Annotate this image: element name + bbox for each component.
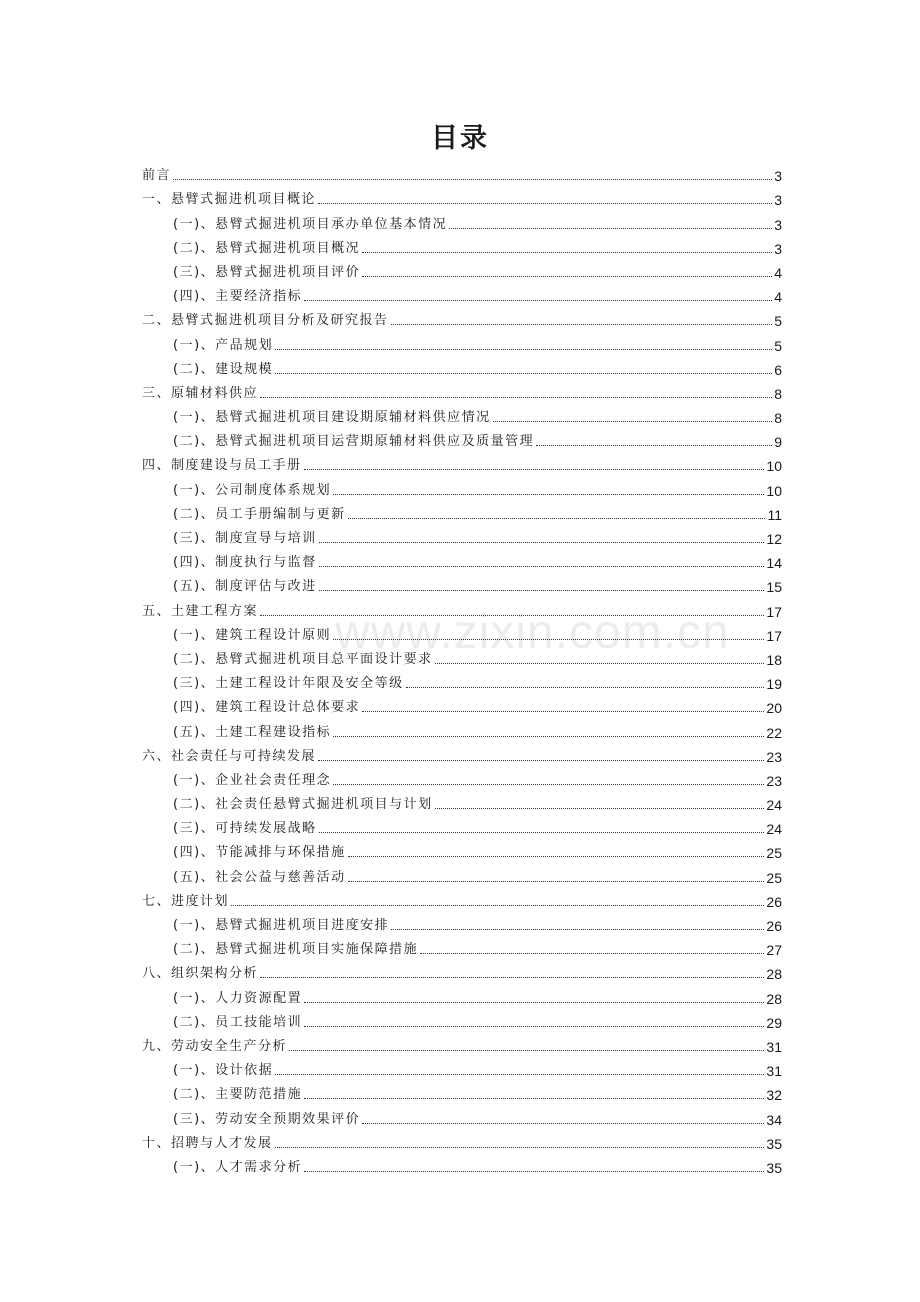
toc-leader-dots <box>260 614 764 616</box>
toc-entry[interactable] <box>142 329 782 353</box>
toc-entry-page: 6 <box>774 361 782 378</box>
toc-leader-dots <box>173 178 772 180</box>
toc-entry-page: 12 <box>766 531 782 547</box>
toc-entry-page: 5 <box>774 337 782 354</box>
toc-entry-page: 17 <box>766 603 782 620</box>
toc-entry-label: (五)、社会公益与慈善活动 <box>173 869 346 885</box>
toc-entry-page: 18 <box>766 651 782 668</box>
toc-entry-page: 10 <box>766 482 782 499</box>
toc-leader-dots <box>333 638 764 640</box>
watermark: www.zixin.com.cn <box>335 606 730 659</box>
toc-entry-label: (二)、主要防范措施 <box>173 1087 303 1103</box>
toc-entry[interactable] <box>142 450 782 474</box>
toc-entry-page: 35 <box>766 1159 782 1176</box>
toc-entry-label: (二)、员工手册编制与更新 <box>173 506 346 522</box>
toc-entry-label: (一)、悬臂式掘进机项目承办单位基本情况 <box>173 216 448 232</box>
toc-entry[interactable] <box>142 886 782 910</box>
toc-leader-dots <box>362 710 764 712</box>
toc-entry-label: 七、进度计划 <box>142 893 230 909</box>
toc-entry[interactable] <box>142 837 782 861</box>
toc-leader-dots <box>333 735 764 737</box>
toc-leader-dots <box>304 1001 764 1003</box>
toc-entry[interactable] <box>142 934 782 958</box>
toc-leader-dots <box>348 517 766 519</box>
toc-entry[interactable] <box>142 208 782 232</box>
toc-entry-label: (一)、公司制度体系规划 <box>173 482 332 498</box>
toc-entry[interactable] <box>142 1128 782 1152</box>
toc-entry-label: (二)、社会责任悬臂式掘进机项目与计划 <box>173 797 433 813</box>
toc-entry[interactable] <box>142 402 782 426</box>
toc-entry-page: 3 <box>774 192 782 209</box>
toc-entry-page: 29 <box>766 1014 782 1031</box>
toc-entry-label: (一)、悬臂式掘进机项目建设期原辅材料供应情况 <box>173 410 491 426</box>
toc-leader-dots <box>304 1097 764 1099</box>
toc-entry-label: (五)、制度评估与改进 <box>173 579 317 595</box>
toc-entry-page: 9 <box>774 434 782 451</box>
toc-entry-label: (五)、土建工程建设指标 <box>173 724 332 740</box>
toc-entry-label: (三)、制度宣导与培训 <box>173 531 317 546</box>
toc-entry-label: 一、悬臂式掘进机项目概论 <box>142 192 317 208</box>
toc-entry[interactable] <box>142 499 782 523</box>
toc-entry[interactable] <box>142 184 782 208</box>
toc-entry-label: (二)、员工技能培训 <box>173 1014 303 1030</box>
toc-entry-label: (二)、悬臂式掘进机项目实施保障措施 <box>173 942 419 958</box>
toc-entry-label: (一)、悬臂式掘进机项目进度安排 <box>173 918 390 933</box>
toc-entry[interactable] <box>142 281 782 305</box>
toc-entry-page: 17 <box>766 627 782 644</box>
toc-entry-label: 三、原辅材料供应 <box>142 385 259 401</box>
toc-entry[interactable] <box>142 958 782 982</box>
toc-entry[interactable] <box>142 1152 782 1176</box>
toc-entry-page: 25 <box>766 845 782 862</box>
toc-leader-dots <box>318 202 772 204</box>
toc-entry[interactable] <box>142 692 782 716</box>
toc-entry[interactable] <box>142 595 782 619</box>
toc-entry-label: 前言 <box>142 168 172 184</box>
toc-entry-page: 3 <box>774 168 782 185</box>
toc-leader-dots <box>391 323 773 325</box>
toc-entry[interactable] <box>142 620 782 644</box>
toc-leader-dots <box>391 928 764 930</box>
toc-entry[interactable] <box>142 233 782 257</box>
toc-entry-page: 4 <box>774 289 782 306</box>
toc-entry-page: 3 <box>774 216 782 233</box>
toc-entry-label: (二)、悬臂式掘进机项目总平面设计要求 <box>173 651 433 667</box>
toc-entry-page: 14 <box>766 555 782 572</box>
toc-entry[interactable] <box>142 160 782 184</box>
toc-leader-dots <box>319 541 765 543</box>
toc-entry-label: 六、社会责任与可持续发展 <box>142 748 317 764</box>
toc-entry-label: 五、土建工程方案 <box>142 603 259 619</box>
toc-entry-label: 九、劳动安全生产分析 <box>142 1038 288 1054</box>
toc-entry[interactable] <box>142 474 782 498</box>
toc-leader-dots <box>304 299 772 301</box>
toc-entry-page: 3 <box>774 240 782 257</box>
toc-entry-page: 31 <box>766 1063 782 1080</box>
toc-leader-dots <box>275 1073 764 1075</box>
toc-leader-dots <box>493 420 773 422</box>
toc-title: 目录 <box>431 123 489 154</box>
toc-leader-dots <box>319 589 765 591</box>
toc-entry[interactable] <box>142 1007 782 1031</box>
toc-entry[interactable] <box>142 378 782 402</box>
toc-entry-page: 8 <box>774 385 782 402</box>
toc-entry[interactable] <box>142 716 782 740</box>
toc-entry[interactable] <box>142 668 782 692</box>
toc-leader-dots <box>289 1049 764 1051</box>
toc-entry[interactable] <box>142 571 782 595</box>
toc-leader-dots <box>275 372 772 374</box>
toc-entry[interactable] <box>142 1079 782 1103</box>
toc-entry-label: (三)、劳动安全预期效果评价 <box>173 1111 361 1127</box>
toc-entry[interactable] <box>142 789 782 813</box>
toc-entry[interactable] <box>142 910 782 934</box>
toc-leader-dots <box>435 807 765 809</box>
toc-entry-page: 19 <box>766 676 782 693</box>
toc-entry[interactable] <box>142 741 782 765</box>
toc-entry-page: 34 <box>766 1111 782 1128</box>
toc-entry-page: 25 <box>766 869 782 886</box>
toc-leader-dots <box>449 227 772 229</box>
toc-entry-page: 20 <box>766 700 782 717</box>
toc-leader-dots <box>420 952 764 954</box>
toc-entry-label: (一)、设计依据 <box>173 1063 274 1079</box>
toc-leader-dots <box>348 880 765 882</box>
toc-entry-label: (二)、悬臂式掘进机项目运营期原辅材料供应及质量管理 <box>173 434 535 450</box>
toc-leader-dots <box>333 493 764 495</box>
toc-leader-dots <box>318 759 764 761</box>
toc-leader-dots <box>536 444 772 446</box>
toc-entry-label: (一)、人力资源配置 <box>173 990 303 1006</box>
toc-entry-page: 26 <box>766 918 782 934</box>
toc-entry-page: 26 <box>766 893 782 910</box>
toc-entry-label: (三)、土建工程设计年限及安全等级 <box>173 676 404 692</box>
toc-entry-page: 8 <box>774 410 782 427</box>
toc-leader-dots <box>319 565 765 567</box>
toc-entry[interactable] <box>142 257 782 281</box>
toc-entry-page: 27 <box>766 942 782 959</box>
toc-leader-dots <box>304 1025 764 1027</box>
toc-entry-label: 四、制度建设与员工手册 <box>142 458 302 474</box>
toc-entry-page: 23 <box>766 748 782 765</box>
toc-entry[interactable] <box>142 305 782 329</box>
toc-entry[interactable] <box>142 1055 782 1079</box>
toc-leader-dots <box>435 662 765 664</box>
toc-leader-dots <box>319 831 765 833</box>
toc-leader-dots <box>362 1122 764 1124</box>
toc-entry[interactable] <box>142 426 782 450</box>
toc-entry-page: 28 <box>766 990 782 1007</box>
toc-entry-page: 31 <box>766 1038 782 1055</box>
toc-entry-label: (二)、建设规模 <box>173 361 274 377</box>
toc-entry-page: 4 <box>774 264 782 281</box>
toc-entry-label: (四)、主要经济指标 <box>173 289 303 305</box>
toc-entry-page: 24 <box>766 821 782 838</box>
toc-entry-label: (一)、企业社会责任理念 <box>173 772 332 788</box>
toc-leader-dots <box>362 251 772 253</box>
toc-leader-dots <box>231 904 764 906</box>
toc-leader-dots <box>348 855 765 857</box>
toc-entry-label: (四)、节能减排与环保措施 <box>173 845 346 861</box>
toc-entry-label: (四)、建筑工程设计总体要求 <box>173 700 361 716</box>
toc-entry-label: 八、组织架构分析 <box>142 966 259 982</box>
toc-entry-page: 5 <box>774 313 782 330</box>
table-of-contents <box>142 160 782 1176</box>
toc-entry[interactable] <box>142 813 782 837</box>
toc-entry-label: (三)、悬臂式掘进机项目评价 <box>173 264 361 280</box>
toc-leader-dots <box>275 1146 765 1148</box>
toc-entry-page: 22 <box>766 724 782 741</box>
toc-entry-page: 23 <box>766 772 782 789</box>
toc-entry-page: 35 <box>766 1135 782 1152</box>
toc-entry[interactable] <box>142 765 782 789</box>
toc-entry-label: (三)、可持续发展战略 <box>173 821 317 837</box>
toc-entry-page: 28 <box>766 966 782 983</box>
toc-entry-label: 十、招聘与人才发展 <box>142 1135 273 1151</box>
toc-leader-dots <box>260 976 764 978</box>
toc-entry-label: (一)、建筑工程设计原则 <box>173 627 332 643</box>
toc-entry[interactable] <box>142 523 782 547</box>
toc-entry[interactable] <box>142 982 782 1006</box>
toc-entry-label: (四)、制度执行与监督 <box>173 555 317 571</box>
toc-entry[interactable] <box>142 1031 782 1055</box>
toc-entry[interactable] <box>142 547 782 571</box>
toc-leader-dots <box>333 783 764 785</box>
toc-leader-dots <box>304 1170 764 1172</box>
toc-leader-dots <box>362 275 772 277</box>
toc-leader-dots <box>260 396 772 398</box>
toc-leader-dots <box>304 468 765 470</box>
toc-entry-label: (一)、产品规划 <box>173 337 274 353</box>
toc-entry[interactable] <box>142 861 782 885</box>
toc-entry-label: 二、悬臂式掘进机项目分析及研究报告 <box>142 313 389 329</box>
toc-entry[interactable] <box>142 354 782 378</box>
toc-entry-page: 11 <box>767 506 782 523</box>
toc-entry-page: 32 <box>766 1087 782 1104</box>
toc-entry-page: 10 <box>766 458 782 475</box>
toc-entry[interactable] <box>142 1103 782 1127</box>
toc-leader-dots <box>275 348 772 350</box>
toc-entry-label: (二)、悬臂式掘进机项目概况 <box>173 240 361 256</box>
toc-entry-page: 15 <box>766 579 782 596</box>
toc-entry-label: (一)、人才需求分析 <box>173 1159 303 1175</box>
toc-entry-page: 24 <box>766 797 782 814</box>
toc-entry[interactable] <box>142 644 782 668</box>
toc-leader-dots <box>406 686 765 688</box>
